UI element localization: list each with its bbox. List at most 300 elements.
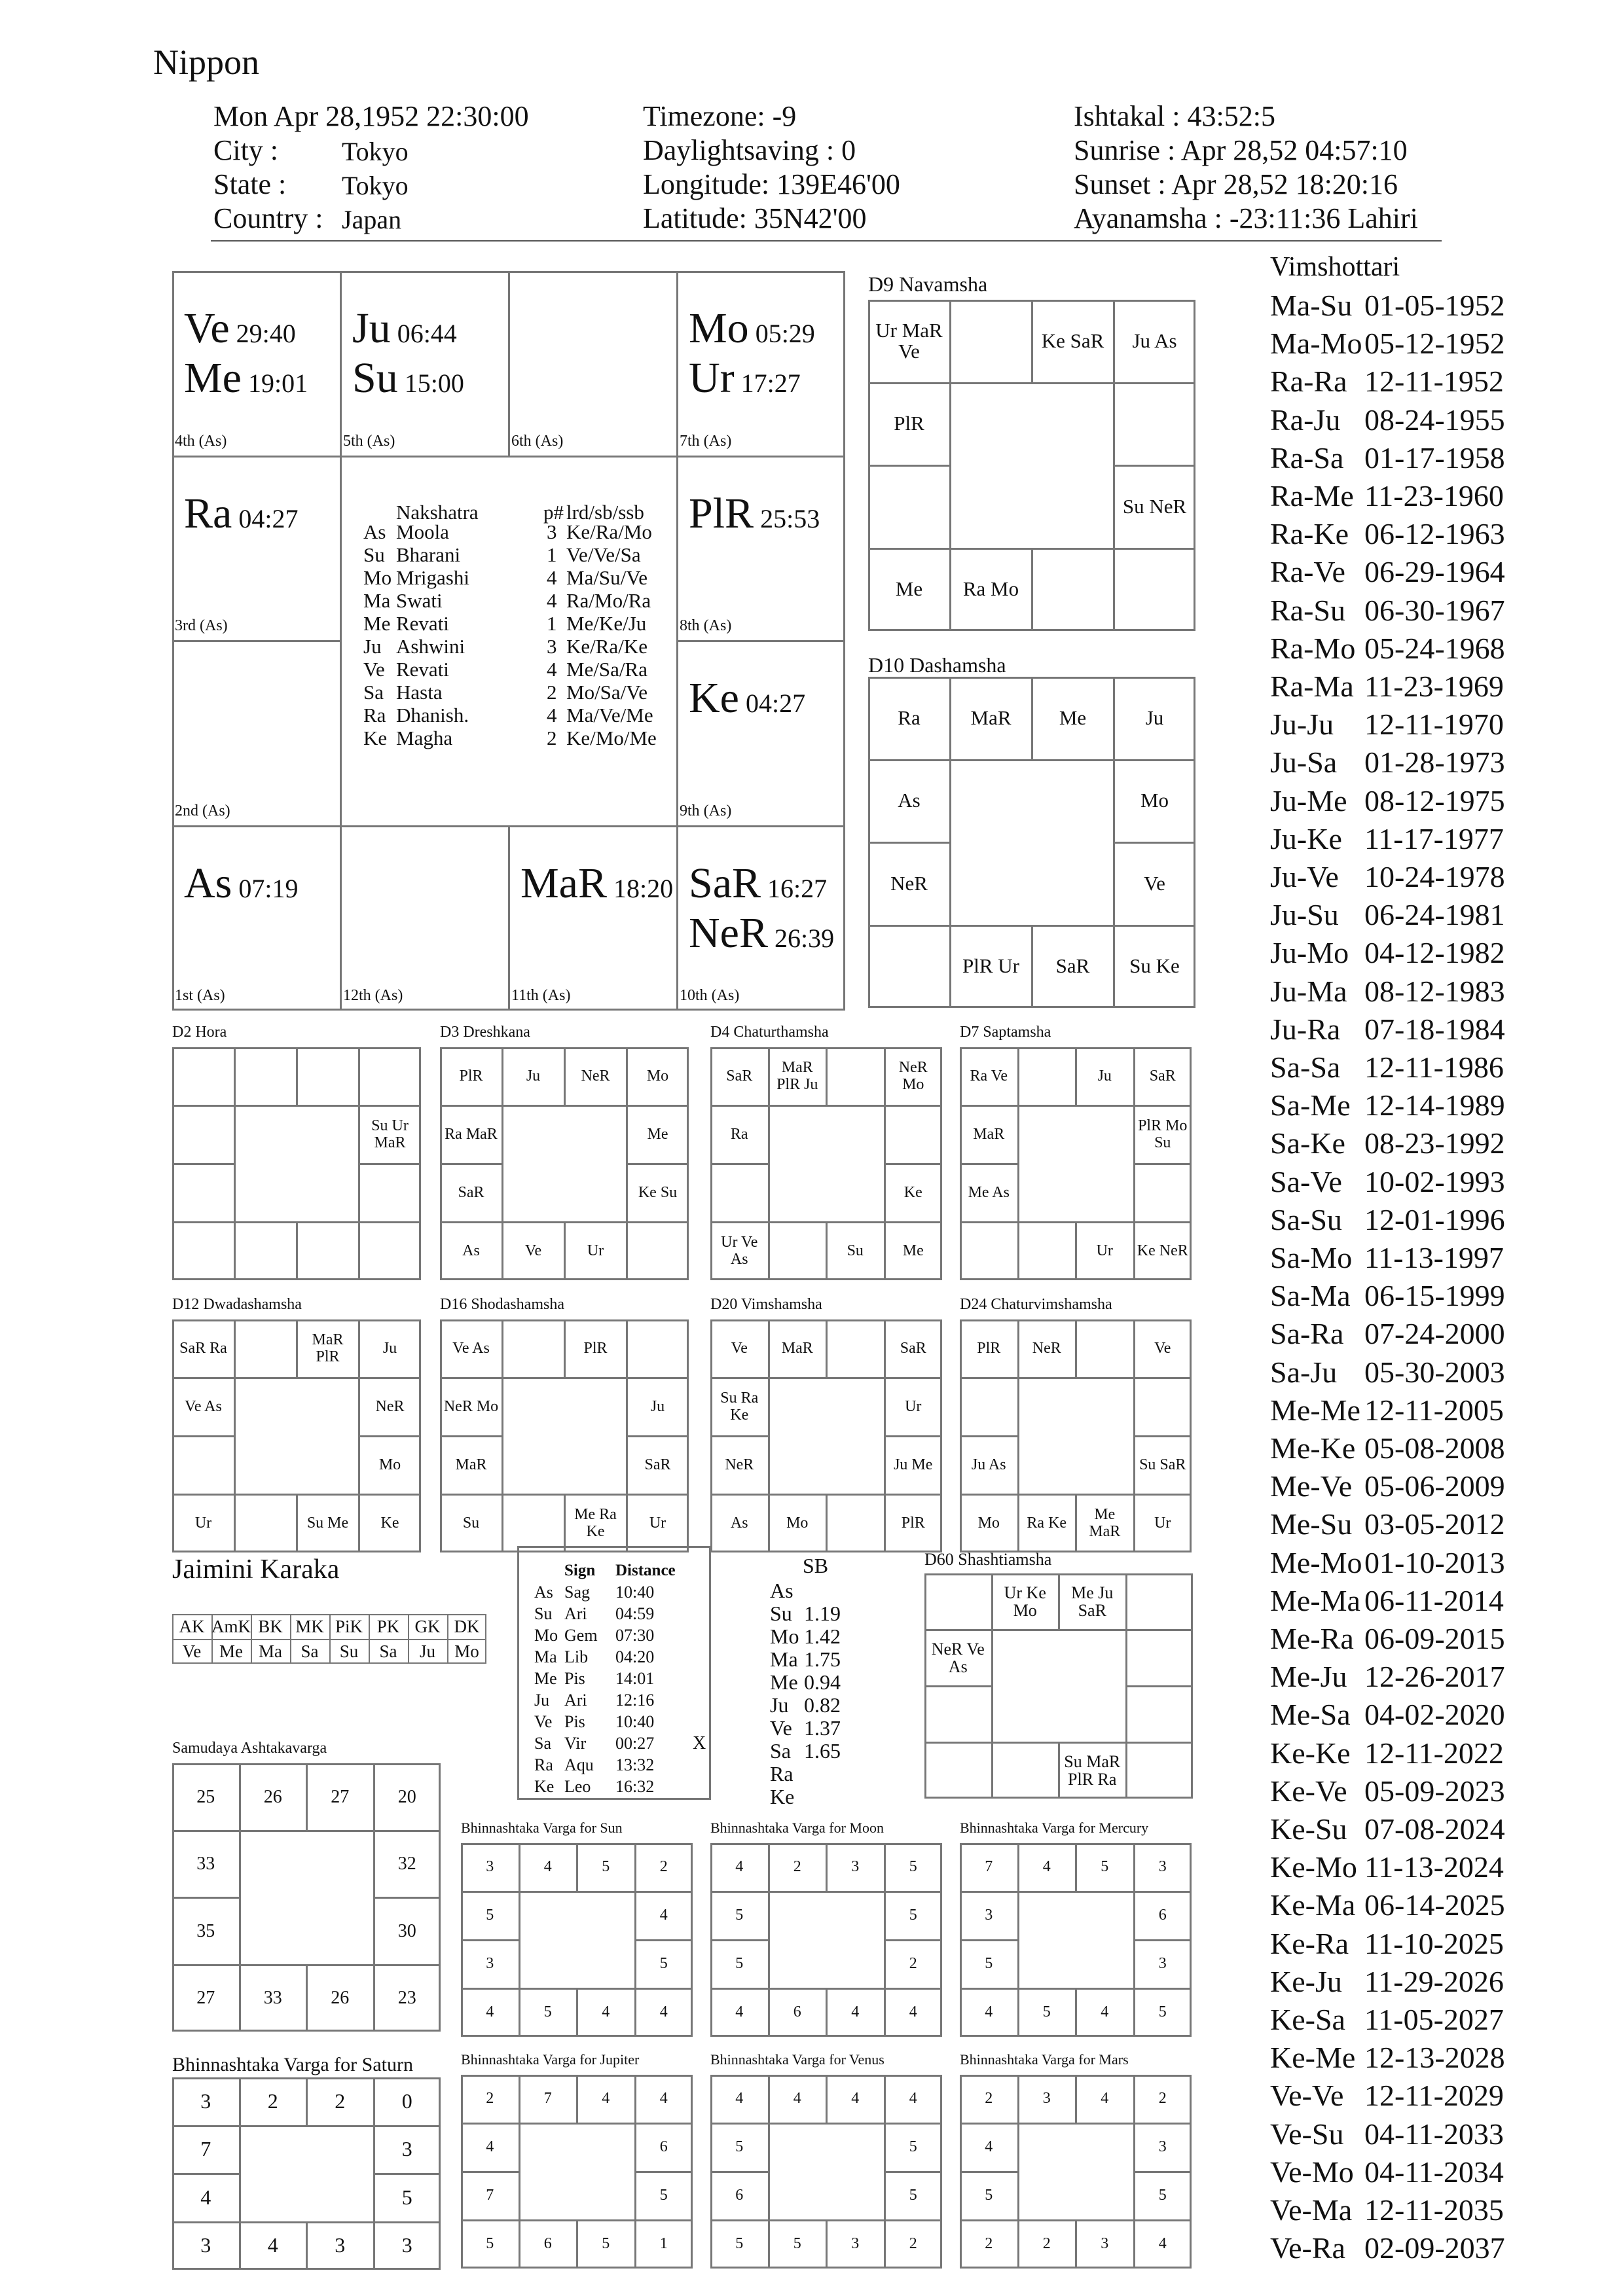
distance-header: Distance bbox=[615, 1562, 676, 1579]
nak-pada: 4 bbox=[547, 588, 557, 612]
dasha-date: 10-02-1993 bbox=[1364, 1164, 1505, 1198]
planet-degree: 26:39 bbox=[767, 923, 835, 953]
dasha-period: Me-Su bbox=[1270, 1507, 1353, 1541]
chart-title: D4 Chaturthamsha bbox=[710, 1024, 829, 1041]
chart-cell: 5 bbox=[602, 1858, 610, 1876]
dasha-period: Sa-Ma bbox=[1270, 1279, 1351, 1313]
house-label: 12th (As) bbox=[343, 987, 403, 1004]
nak-pada: 1 bbox=[547, 543, 557, 566]
chart-cell bbox=[234, 1222, 297, 1280]
chart-title: Bhinnashtaka Varga for Mars bbox=[960, 2051, 1129, 2068]
planet-name: NeR bbox=[689, 908, 768, 957]
dasha-period: Ve-Ve bbox=[1270, 2079, 1344, 2113]
planet-degree: 15:00 bbox=[397, 368, 464, 398]
dasha-date: 11-05-2027 bbox=[1364, 2003, 1504, 2036]
chart-cell bbox=[234, 1494, 297, 1552]
chart-cell: Ra bbox=[898, 706, 921, 729]
planet-degree: 04:27 bbox=[232, 503, 299, 533]
chart-cell: Ju As bbox=[1132, 329, 1177, 352]
chart-cell: Me bbox=[647, 1125, 668, 1143]
dasha-date: 12-26-2017 bbox=[1364, 1660, 1505, 1694]
chart-cell: Me bbox=[1059, 706, 1087, 729]
chart-cell: Ju bbox=[1097, 1067, 1112, 1085]
sign-planet: Ma bbox=[534, 1647, 557, 1666]
nakshatra-header: Nakshatra bbox=[396, 500, 479, 524]
dasha-date: 11-29-2026 bbox=[1364, 1964, 1504, 1998]
nak-lords: Ke/Ra/Mo bbox=[566, 520, 652, 543]
dasha-date: 12-11-1952 bbox=[1364, 365, 1504, 399]
nak-name: Mrigashi bbox=[396, 565, 469, 589]
sign-distance: 16:32 bbox=[615, 1777, 655, 1796]
dasha-period: Ra-Ju bbox=[1270, 403, 1341, 437]
chart-cell: SaR bbox=[726, 1067, 753, 1085]
chart-title: Bhinnashtaka Varga for Mercury bbox=[960, 1820, 1149, 1836]
chart-cell: 3 bbox=[1042, 2090, 1051, 2108]
dasha-period: Ve-Mo bbox=[1270, 2155, 1354, 2189]
house-label: 6th (As) bbox=[511, 432, 564, 450]
dasha-date: 08-12-1975 bbox=[1364, 783, 1505, 817]
planet-position bbox=[520, 859, 673, 908]
chart-cell: As bbox=[462, 1242, 480, 1259]
chart-cell: Su MaR PlR Ra bbox=[1064, 1751, 1121, 1789]
chart-cell bbox=[1076, 1319, 1134, 1378]
chart-cell: 5 bbox=[401, 2185, 412, 2209]
chart-cell bbox=[359, 1222, 421, 1280]
house-label: 1st (As) bbox=[175, 987, 225, 1004]
section-title: SB bbox=[803, 1554, 829, 1577]
chart-cell: PlR bbox=[901, 1514, 925, 1532]
nak-lords: Ke/Mo/Me bbox=[566, 726, 657, 749]
nak-lords: Ra/Mo/Ra bbox=[566, 588, 651, 612]
chart-title: D3 Dreshkana bbox=[440, 1024, 530, 1041]
sb-planet: Mo bbox=[770, 1624, 799, 1648]
dasha-period: Sa-Ra bbox=[1270, 1317, 1344, 1351]
dasha-date: 05-12-1952 bbox=[1364, 327, 1505, 361]
chart-cell: 4 bbox=[909, 2090, 917, 2108]
chart-cell bbox=[924, 1573, 992, 1630]
chart-cell: 3 bbox=[486, 1858, 494, 1876]
sign-name: Gem bbox=[564, 1626, 598, 1645]
sign-header: Sign bbox=[564, 1562, 596, 1579]
sign-distance: 00:27 bbox=[615, 1734, 655, 1753]
chart-title: Bhinnashtaka Varga for Venus bbox=[710, 2051, 884, 2068]
grid-line bbox=[172, 640, 340, 642]
chart-cell: 6 bbox=[793, 2003, 801, 2021]
chart-cell bbox=[502, 1494, 564, 1552]
chart-cell: 26 bbox=[263, 1786, 282, 1807]
nak-pada: 3 bbox=[547, 520, 557, 543]
sign-planet: As bbox=[534, 1583, 553, 1602]
chart-title: D20 Vimshamsha bbox=[710, 1296, 822, 1313]
planet-position bbox=[184, 353, 308, 403]
dasha-date: 01-10-2013 bbox=[1364, 1545, 1505, 1579]
chart-cell: Ju Me bbox=[894, 1456, 933, 1473]
karaka-planet: Ve bbox=[182, 1641, 202, 1661]
sb-planet: As bbox=[770, 1579, 793, 1602]
dasha-date: 06-09-2015 bbox=[1364, 1622, 1505, 1655]
header-item: Longitude: 139E46'00 bbox=[643, 168, 900, 200]
chart-cell bbox=[297, 1222, 359, 1280]
sign-mark: X bbox=[693, 1733, 706, 1753]
chart-cell bbox=[359, 1047, 421, 1105]
dasha-date: 01-28-1973 bbox=[1364, 745, 1505, 780]
chart-cell: Su Ra Ke bbox=[720, 1390, 759, 1424]
nak-pada: 1 bbox=[547, 611, 557, 635]
sb-value: 1.75 bbox=[804, 1647, 841, 1671]
planet-position bbox=[184, 859, 298, 908]
chart-cell: Ur Ve As bbox=[721, 1234, 758, 1268]
chart-title: Bhinnashtaka Varga for Sun bbox=[461, 1820, 623, 1836]
chart-cell bbox=[234, 1319, 297, 1378]
header-value: Tokyo bbox=[342, 137, 409, 166]
chart-cell bbox=[359, 1164, 421, 1222]
dasha-period: Ke-Ju bbox=[1270, 1964, 1342, 1998]
dasha-period: Me-Ve bbox=[1270, 1469, 1353, 1503]
nak-name: Revati bbox=[396, 657, 449, 681]
chart-cell: MaR bbox=[973, 1125, 1005, 1143]
planet-name: MaR bbox=[520, 859, 607, 907]
chart-cell: 4 bbox=[735, 2003, 744, 2021]
sb-planet: Me bbox=[770, 1670, 798, 1694]
chart-cell: 5 bbox=[602, 2235, 610, 2253]
chart-cell: 7 bbox=[543, 2090, 552, 2108]
chart-cell: 3 bbox=[200, 2089, 211, 2113]
chart-cell: 5 bbox=[909, 2187, 917, 2204]
dasha-date: 06-15-1999 bbox=[1364, 1279, 1505, 1313]
dasha-period: Ve-Su bbox=[1270, 2117, 1344, 2151]
grid-line bbox=[508, 826, 510, 1011]
dasha-date: 01-17-1958 bbox=[1364, 440, 1505, 475]
dasha-date: 12-13-2028 bbox=[1364, 2041, 1505, 2075]
chart-cell: Me Ju SaR bbox=[1071, 1583, 1114, 1620]
karaka-label: DK bbox=[454, 1616, 480, 1636]
nak-planet: Sa bbox=[363, 680, 384, 704]
chart-cell: NeR Mo bbox=[443, 1397, 499, 1415]
dasha-date: 06-24-1981 bbox=[1364, 898, 1505, 932]
planet-degree: 29:40 bbox=[229, 319, 296, 348]
chart-cell: 5 bbox=[735, 2138, 744, 2156]
dasha-period: Ju-Me bbox=[1270, 783, 1347, 817]
dasha-period: Me-Ke bbox=[1270, 1431, 1356, 1465]
sb-planet: Ra bbox=[770, 1762, 793, 1785]
sign-distance: 12:16 bbox=[615, 1691, 655, 1710]
chart-cell: 5 bbox=[735, 1907, 744, 1924]
dasha-period: Ra-Ve bbox=[1270, 555, 1345, 589]
karaka-label: PiK bbox=[335, 1616, 363, 1636]
sign-name: Ari bbox=[564, 1691, 587, 1710]
planet-position bbox=[689, 353, 801, 403]
sign-distance: 10:40 bbox=[615, 1583, 655, 1602]
chart-cell: 2 bbox=[793, 1858, 801, 1876]
sign-planet: Su bbox=[534, 1604, 553, 1623]
chart-cell: 3 bbox=[401, 2233, 412, 2257]
chart-cell: 2 bbox=[985, 2090, 993, 2108]
chart-cell: 32 bbox=[397, 1854, 416, 1874]
planet-name: Ra bbox=[184, 489, 232, 537]
chart-cell: Su bbox=[462, 1514, 480, 1532]
lord-header: lrd/sb/ssb bbox=[566, 500, 644, 524]
planet-name: PlR bbox=[689, 489, 754, 537]
nak-planet: Su bbox=[363, 543, 385, 566]
nak-name: Swati bbox=[396, 588, 443, 612]
sb-value: 0.94 bbox=[804, 1670, 841, 1694]
chart-cell: 2 bbox=[1158, 2090, 1167, 2108]
planet-degree: 04:27 bbox=[739, 689, 806, 718]
chart-cell bbox=[627, 1319, 689, 1378]
chart-title: D12 Dwadashamsha bbox=[172, 1296, 302, 1313]
sb-value: 1.65 bbox=[804, 1739, 841, 1763]
dasha-date: 01-05-1952 bbox=[1364, 289, 1505, 322]
sign-planet: Sa bbox=[534, 1734, 551, 1753]
chart-cell: 4 bbox=[985, 2138, 993, 2156]
dasha-period: Me-Sa bbox=[1270, 1698, 1351, 1732]
dasha-period: Ke-Sa bbox=[1270, 2003, 1345, 2036]
chart-cell: 4 bbox=[1158, 2235, 1167, 2253]
nak-name: Bharani bbox=[396, 543, 461, 566]
header-label: Country : bbox=[213, 202, 323, 234]
sb-value: 0.82 bbox=[804, 1693, 841, 1717]
nak-planet: Mo bbox=[363, 565, 392, 589]
chart-cell: 3 bbox=[486, 1955, 494, 1973]
house-label: 9th (As) bbox=[680, 802, 732, 819]
chart-cell: 5 bbox=[985, 1955, 993, 1973]
chart-cell: Ra Ke bbox=[1027, 1514, 1067, 1532]
chart-cell: As bbox=[898, 789, 921, 812]
chart-cell: 5 bbox=[735, 1955, 744, 1973]
dasha-period: Ju-Ju bbox=[1270, 708, 1334, 742]
chart-cell: Ur bbox=[1154, 1514, 1171, 1532]
chart-cell: 4 bbox=[267, 2233, 278, 2257]
chart-cell: 3 bbox=[335, 2233, 346, 2257]
chart-cell: 1 bbox=[659, 2235, 668, 2253]
header-item: Latitude: 35N42'00 bbox=[643, 202, 867, 234]
chart-cell: MaR bbox=[455, 1456, 487, 1473]
chart-cell: 2 bbox=[909, 2235, 917, 2253]
sign-distance: 04:20 bbox=[615, 1647, 655, 1666]
dasha-date: 05-30-2003 bbox=[1364, 1355, 1505, 1389]
house-label: 3rd (As) bbox=[175, 617, 228, 634]
dasha-period: Sa-Ju bbox=[1270, 1355, 1338, 1389]
chart-cell: MaR PlR bbox=[312, 1331, 344, 1365]
chart-cell: Ra bbox=[730, 1125, 748, 1143]
sign-distance: 10:40 bbox=[615, 1712, 655, 1731]
chart-cell: 5 bbox=[909, 1907, 917, 1924]
dasha-period: Sa-Ve bbox=[1270, 1164, 1342, 1198]
house-label: 11th (As) bbox=[511, 987, 571, 1004]
chart-title: Bhinnashtaka Varga for Moon bbox=[710, 1820, 884, 1836]
karaka-planet: Me bbox=[219, 1641, 243, 1661]
dasha-period: Ju-Ma bbox=[1270, 974, 1347, 1008]
dasha-date: 06-12-1963 bbox=[1364, 517, 1505, 551]
chart-cell: SaR bbox=[1149, 1067, 1176, 1085]
dasha-period: Me-Ra bbox=[1270, 1622, 1354, 1655]
chart-cell bbox=[960, 1378, 1018, 1436]
chart-cell: 4 bbox=[1042, 1858, 1051, 1876]
dasha-date: 02-09-2037 bbox=[1364, 2231, 1505, 2265]
dasha-period: Sa-Sa bbox=[1270, 1050, 1341, 1084]
chart-cell bbox=[826, 1047, 884, 1105]
dasha-period: Ke-Me bbox=[1270, 2041, 1356, 2075]
dasha-period: Ju-Sa bbox=[1270, 745, 1338, 780]
nak-pada: 3 bbox=[547, 634, 557, 658]
chart-cell: 6 bbox=[1158, 1907, 1167, 1924]
header-item: Timezone: -9 bbox=[643, 100, 797, 132]
header-label: Mon Apr 28,1952 22:30:00 bbox=[213, 100, 529, 132]
chart-cell: 6 bbox=[735, 2187, 744, 2204]
chart-cell: Ve bbox=[1154, 1339, 1171, 1357]
chart-cell bbox=[1018, 1047, 1076, 1105]
chart-cell: 4 bbox=[602, 2090, 610, 2108]
chart-cell: Ur bbox=[587, 1242, 604, 1259]
dasha-period: Ra-Ra bbox=[1270, 365, 1347, 399]
dasha-period: Ma-Mo bbox=[1270, 327, 1362, 361]
chart-cell: Me bbox=[902, 1242, 924, 1259]
chart-title: D16 Shodashamsha bbox=[440, 1296, 564, 1313]
planet-name: As bbox=[184, 859, 232, 907]
chart-cell: 3 bbox=[1158, 2138, 1167, 2156]
dasha-period: Ju-Ra bbox=[1270, 1012, 1341, 1046]
chart-cell: Ur bbox=[1096, 1242, 1113, 1259]
planet-name: Mo bbox=[689, 304, 749, 352]
chart-cell: 4 bbox=[1101, 2090, 1109, 2108]
dasha-date: 04-12-1982 bbox=[1364, 936, 1505, 970]
dasha-date: 11-13-2024 bbox=[1364, 1850, 1504, 1884]
chart-cell bbox=[868, 925, 950, 1009]
grid-line bbox=[508, 271, 510, 456]
chart-cell: Me MaR bbox=[1089, 1506, 1121, 1540]
planet-position bbox=[184, 489, 298, 539]
chart-cell: 26 bbox=[331, 1988, 350, 2009]
dasha-period: Sa-Ke bbox=[1270, 1126, 1345, 1160]
chart-cell: SaR bbox=[644, 1456, 671, 1473]
karaka-planet: Sa bbox=[379, 1641, 397, 1661]
chart-cell: Ju bbox=[650, 1397, 665, 1415]
chart-cell bbox=[1134, 1164, 1192, 1222]
dasha-date: 12-01-1996 bbox=[1364, 1202, 1505, 1236]
chart-cell: NeR bbox=[725, 1456, 754, 1473]
chart-cell: Ra Ve bbox=[970, 1067, 1008, 1085]
chart-cell: NeR bbox=[581, 1067, 610, 1085]
sign-name: Vir bbox=[564, 1734, 587, 1753]
chart-cell: 25 bbox=[196, 1786, 215, 1807]
nak-planet: Me bbox=[363, 611, 391, 635]
sb-value: 1.42 bbox=[804, 1624, 841, 1648]
chart-cell: MaR bbox=[781, 1339, 813, 1357]
chart-cell: 5 bbox=[909, 2138, 917, 2156]
chart-cell bbox=[924, 1742, 992, 1799]
chart-cell: 3 bbox=[1158, 1858, 1167, 1876]
header-value: Tokyo bbox=[342, 171, 409, 200]
dasha-date: 12-11-2035 bbox=[1364, 2193, 1504, 2227]
chart-cell: 4 bbox=[486, 2003, 494, 2021]
chart-cell: Ve bbox=[731, 1339, 748, 1357]
chart-cell: 3 bbox=[1158, 1955, 1167, 1973]
chart-title: Samudaya Ashtakavarga bbox=[172, 1740, 327, 1757]
chart-cell: PlR Mo Su bbox=[1138, 1117, 1188, 1151]
grid-line bbox=[677, 640, 845, 642]
sign-planet: Me bbox=[534, 1669, 557, 1688]
sign-distance: 14:01 bbox=[615, 1669, 655, 1688]
chart-cell bbox=[1018, 1222, 1076, 1280]
chart-cell bbox=[769, 1222, 827, 1280]
planet-position bbox=[352, 304, 457, 353]
planet-position bbox=[184, 304, 296, 353]
planet-degree: 19:01 bbox=[241, 368, 308, 398]
chart-cell bbox=[1126, 1742, 1194, 1799]
chart-cell: 6 bbox=[543, 2235, 552, 2253]
karaka-planet: Mo bbox=[454, 1641, 479, 1661]
chart-cell: Ve As bbox=[185, 1397, 222, 1415]
house-label: 5th (As) bbox=[343, 432, 395, 450]
nak-name: Hasta bbox=[396, 680, 443, 704]
sign-name: Pis bbox=[564, 1712, 585, 1731]
chart-cell: 5 bbox=[659, 2187, 668, 2204]
planet-degree: 07:19 bbox=[232, 873, 299, 903]
chart-cell: Ju bbox=[1145, 706, 1164, 729]
chart-cell: 2 bbox=[486, 2090, 494, 2108]
grid-line bbox=[172, 456, 845, 457]
karaka-label: PK bbox=[376, 1616, 400, 1636]
dasha-date: 11-13-1997 bbox=[1364, 1241, 1504, 1274]
sign-name: Leo bbox=[564, 1777, 591, 1796]
chart-cell bbox=[172, 1105, 234, 1164]
chart-cell bbox=[1126, 1630, 1194, 1686]
chart-cell: 3 bbox=[401, 2137, 412, 2161]
dasha-date: 12-11-2005 bbox=[1364, 1393, 1504, 1427]
chart-cell: 4 bbox=[659, 2003, 668, 2021]
chart-cell: Me bbox=[895, 577, 923, 601]
header-item: Ayanamsha : -23:11:36 Lahiri bbox=[1074, 202, 1418, 234]
chart-cell bbox=[960, 1222, 1018, 1280]
sign-name: Ari bbox=[564, 1604, 587, 1623]
house-label: 8th (As) bbox=[680, 617, 732, 634]
chart-cell: Su NeR bbox=[1122, 494, 1187, 518]
chart-cell bbox=[1126, 1573, 1194, 1630]
nak-pada: 2 bbox=[547, 726, 557, 749]
chart-cell: 5 bbox=[985, 2187, 993, 2204]
chart-cell: 2 bbox=[1042, 2235, 1051, 2253]
nak-pada: 4 bbox=[547, 565, 557, 589]
chart-cell: PlR bbox=[894, 412, 924, 435]
dasha-period: Ve-Ma bbox=[1270, 2193, 1353, 2227]
sb-planet: Sa bbox=[770, 1739, 791, 1763]
sign-distance: 04:59 bbox=[615, 1604, 655, 1623]
dasha-date: 06-30-1967 bbox=[1364, 593, 1505, 627]
chart-cell: MaR bbox=[970, 706, 1012, 729]
dasha-date: 12-14-1989 bbox=[1364, 1088, 1505, 1122]
chart-cell: Su Me bbox=[306, 1514, 349, 1532]
dasha-period: Ra-Sa bbox=[1270, 440, 1344, 475]
dasha-period: Me-Mo bbox=[1270, 1545, 1362, 1579]
chart-cell: Me As bbox=[968, 1183, 1010, 1201]
chart-cell: SaR bbox=[900, 1339, 926, 1357]
nak-name: Moola bbox=[396, 520, 449, 543]
nak-pada: 2 bbox=[547, 680, 557, 704]
chart-cell: 2 bbox=[909, 1955, 917, 1973]
header-label: State : bbox=[213, 168, 287, 200]
header-item: Sunset : Apr 28,52 18:20:16 bbox=[1074, 168, 1398, 200]
planet-degree: 17:27 bbox=[734, 368, 801, 398]
chart-cell: 4 bbox=[735, 2090, 744, 2108]
dasha-period: Sa-Mo bbox=[1270, 1241, 1353, 1274]
chart-cell: Su Ke bbox=[1129, 954, 1180, 978]
karaka-planet: Sa bbox=[301, 1641, 319, 1661]
nak-lords: Mo/Sa/Ve bbox=[566, 680, 647, 704]
chart-cell: Mo bbox=[646, 1067, 669, 1085]
chart-cell: 4 bbox=[851, 2003, 860, 2021]
chart-cell: 5 bbox=[1158, 2003, 1167, 2021]
chart-cell: 4 bbox=[543, 1858, 552, 1876]
